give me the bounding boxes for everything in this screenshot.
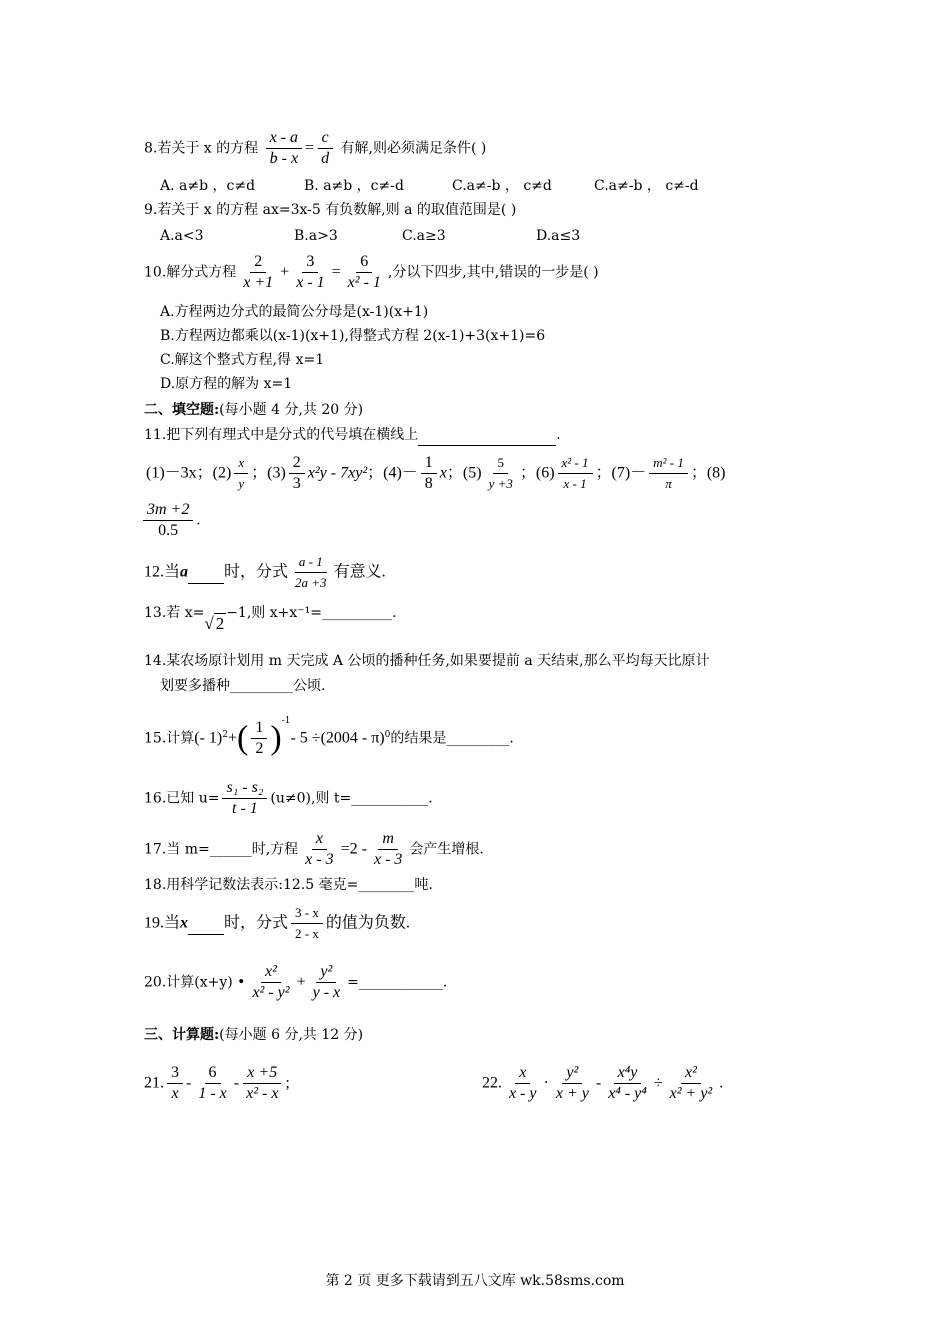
q12-fraction: $\frac{a - 1}{2a +3}$	[295, 554, 327, 590]
q16-suffix: (u≠0),则 t=___________.	[270, 790, 433, 807]
q17-fraction-2: $\frac{m}{x - 3}$	[373, 830, 403, 868]
q17-fraction-1: $\frac{x}{x - 3}$	[305, 830, 334, 868]
question-19	[144, 903, 410, 944]
q11-item-6: ；(6)	[519, 464, 555, 482]
q11-item-5-fraction: $\frac{5}{y +3}$	[488, 455, 513, 491]
question-20	[144, 962, 447, 1003]
q15-half-fraction: $\frac{1}{2}$	[251, 718, 267, 759]
q11-item-1: (1)－3x；	[146, 464, 213, 482]
question-9: 9.若关于 x 的方程 ax=3x-5 有负数解,则 a 的取值范围是( )	[144, 202, 517, 218]
question-11	[144, 425, 561, 446]
q9-option-b: B.a>3	[294, 228, 338, 244]
q11-answer-blank[interactable]	[418, 425, 556, 446]
q10-suffix: ,分以下四步,其中,错误的一步是( )	[387, 264, 599, 281]
question-16	[144, 778, 433, 819]
q11-item-8-line: $\frac{3m +2}{0.5}$ .	[140, 500, 200, 541]
q11-item-7-fraction: $\frac{\text{m² - 1}}{\pi}$	[649, 453, 688, 494]
q21-end: ;	[285, 1074, 290, 1092]
q10-option-b: B.方程两边都乘以(x-1)(x+1),得整式方程 2(x-1)+3(x+1)=6	[160, 328, 546, 344]
q8-prefix: 8.若关于 x 的方程	[144, 140, 259, 157]
q8-option-a: A. a≠b ，c≠d	[160, 178, 256, 194]
q10-option-d: D.原方程的解为 x=1	[160, 376, 293, 392]
q22-label: 22.	[482, 1074, 502, 1092]
q21-op-2: -	[233, 1074, 240, 1092]
q22-op-1: ·	[543, 1074, 549, 1092]
q19-fraction: $\frac{3 - x}{2 - x}$	[291, 903, 323, 944]
q8-options	[160, 176, 699, 196]
q14-line-1: 14.某农场原计划用 m 天完成 A 公顷的播种任务,如果要提前 a 天结束,那么平均每天比原计	[144, 653, 710, 669]
q11-end: .	[556, 427, 561, 443]
q11-item-5: ；(5)	[446, 464, 482, 482]
q8-rhs-fraction: $\frac{c}{d}$	[317, 128, 333, 169]
question-13	[144, 602, 397, 633]
q20-prefix: 20.计算(x+y) •	[144, 974, 246, 991]
q15-plus: +	[227, 729, 238, 747]
question-15: 15.计算(- 1)$^2$+( $\frac{1}{2}$ )$^{-1}$- 5 ÷(2004 - π)$^0$的结果是_________.	[144, 715, 514, 757]
q11-item-8: ；(8)	[690, 464, 726, 482]
q10-prefix: 10.解分式方程	[144, 264, 237, 281]
q15-exp-c: 0	[384, 729, 391, 740]
q10-option-a: A.方程两边分式的最简公分母是(x-1)(x+1)	[160, 304, 429, 320]
section-3-note: (每小题 6 分,共 12 分)	[219, 1027, 364, 1043]
q12-suffix: 有意义.	[333, 563, 386, 581]
q10-fraction-1: $\frac{2}{x +1}$	[243, 253, 274, 291]
q21-fraction-3: $\frac{x +5}{\text{x² - x}}$	[242, 1063, 282, 1104]
q11-item-4-tail: x	[439, 464, 447, 482]
q15-suffix: 的结果是_________.	[390, 730, 514, 747]
section-2-heading	[144, 400, 363, 420]
q20-suffix: =____________.	[347, 974, 448, 991]
q11-items	[146, 453, 726, 494]
q13-suffix: −1,则 x+x⁻¹=__________.	[226, 605, 397, 621]
q19-mid: 时，分式	[224, 914, 289, 932]
q15-exp-a: 2	[222, 729, 228, 740]
q11-item-4-fraction: $\frac{1}{8}$	[421, 453, 437, 494]
q9-option-d: D.a≤3	[536, 228, 581, 244]
q12-prefix: 12.当	[144, 563, 181, 581]
q14-line-2: 划要多播种_________公顷.	[160, 678, 326, 694]
q15-prefix: 15.计算	[144, 730, 195, 747]
q12-mid: 时，分式	[224, 563, 289, 581]
q11-item-2-fraction: $\frac{x}{y}$	[234, 453, 248, 494]
q22-op-3: ÷	[653, 1074, 663, 1092]
q20-plus: +	[296, 973, 306, 991]
q11-item-8-fraction: $\frac{3m +2}{0.5}$	[143, 500, 193, 541]
q22-fraction-4: $\frac{\text{x²}}{\text{x² + y²}}$	[669, 1064, 713, 1102]
q15-exp-b: -1	[281, 715, 291, 726]
q8-suffix: 有解,则必须满足条件( )	[340, 140, 487, 157]
q20-fraction-1: $\frac{\text{x²}}{\text{x² - y²}}$	[252, 963, 290, 1001]
q9-options	[160, 226, 580, 246]
q19-answer-blank[interactable]	[188, 914, 224, 935]
q13-prefix: 13.若 x=	[144, 605, 205, 621]
q11-text: 11.把下列有理式中是分式的代号填在横线上	[144, 427, 419, 443]
question-10: 10.解分式方程 $\frac{2}{x +1}$ + $\frac{3}{x - 1}$ = $\frac{6}{\text{x² - 1}}$ ,分以下四步,其中,错误的一步是( )	[144, 253, 599, 291]
section-3-title: 三、计算题:	[144, 1027, 220, 1043]
question-12	[144, 552, 386, 593]
q12-var: a	[180, 563, 189, 581]
q11-item-3-fraction: $\frac{2}{3}$	[289, 453, 305, 494]
q22-op-2: -	[595, 1074, 602, 1092]
q11-item-3: ；(3)	[251, 464, 286, 482]
q11-item-7: ；(7)－	[595, 464, 647, 482]
section-3-heading	[144, 1025, 363, 1045]
q22-end: .	[719, 1074, 724, 1092]
q21-fraction-1: $\frac{3}{x}$	[167, 1063, 183, 1104]
q19-prefix: 19.当	[144, 914, 181, 932]
q11-item-3-tail: x²y - 7xy²	[307, 464, 368, 482]
q16-fraction: $\frac{\text{s₁ - s₂}}{t - 1}$	[222, 778, 267, 819]
q15-expr-a: (- 1)	[194, 729, 223, 747]
q11-item-2: (2)	[212, 464, 232, 482]
q10-fraction-3: $\frac{6}{\text{x² - 1}}$	[347, 253, 381, 291]
q21-op-1: -	[186, 1074, 192, 1092]
q22-fraction-2: $\frac{\text{y²}}{x + y}$	[555, 1064, 589, 1102]
q16-prefix: 16.已知 u=	[144, 790, 220, 807]
q11-item-6-fraction: $\frac{\text{x² - 1}}{x - 1}$	[558, 453, 593, 494]
question-17	[144, 829, 484, 870]
q20-fraction-2: $\frac{\text{y²}}{y - x}$	[312, 963, 341, 1001]
q10-fraction-2: $\frac{3}{x - 1}$	[296, 253, 325, 291]
q8-option-b: B. a≠b ，c≠-d	[304, 178, 404, 194]
q9-option-a: A.a<3	[160, 228, 204, 244]
q10-option-c: C.解这个整式方程,得 x=1	[160, 352, 325, 368]
q8-option-c: C.a≠-b ， c≠d	[452, 178, 552, 194]
q17-prefix: 17.当 m=______时,方程	[144, 841, 299, 858]
question-8: 8.若关于 x 的方程 $\frac{x - a}{b - x}$ = $\frac{c}{d}$ 有解,则必须满足条件( )	[144, 129, 487, 167]
q13-sqrt: √ 2	[204, 614, 225, 633]
q17-suffix: 会产生增根.	[409, 841, 484, 858]
q22-fraction-1: $\frac{x}{x - y}$	[509, 1064, 537, 1102]
question-21	[144, 1063, 290, 1104]
question-22	[482, 1063, 723, 1104]
q9-option-c: C.a≥3	[402, 228, 446, 244]
section-2-title: 二、填空题:	[144, 402, 220, 418]
q8-lhs-fraction: $\frac{x - a}{b - x}$	[266, 128, 302, 169]
q21-label: 21.	[144, 1074, 164, 1092]
question-18: 18.用科学记数法表示:12.5 毫克=________吨.	[144, 877, 433, 893]
q11-item-4: ；(4)－	[367, 464, 418, 482]
q15-expr-c: - 5 ÷(2004 - π)	[290, 729, 385, 747]
q12-answer-blank[interactable]	[188, 563, 224, 584]
q21-fraction-2: $\frac{6}{1 - x}$	[198, 1064, 227, 1102]
q22-fraction-3: $\frac{\text{x⁴y}}{\text{x⁴ - y⁴}}$	[608, 1064, 647, 1102]
q8-option-d: C.a≠-b ， c≠-d	[594, 178, 699, 194]
q19-var: x	[180, 914, 189, 932]
q17-mid: =2 -	[340, 840, 367, 858]
page-footer: 第 2 页 更多下载请到五八文库 wk.58sms.com	[325, 1273, 625, 1289]
q19-suffix: 的值为负数.	[325, 914, 410, 932]
section-2-note: (每小题 4 分,共 20 分)	[219, 402, 364, 418]
